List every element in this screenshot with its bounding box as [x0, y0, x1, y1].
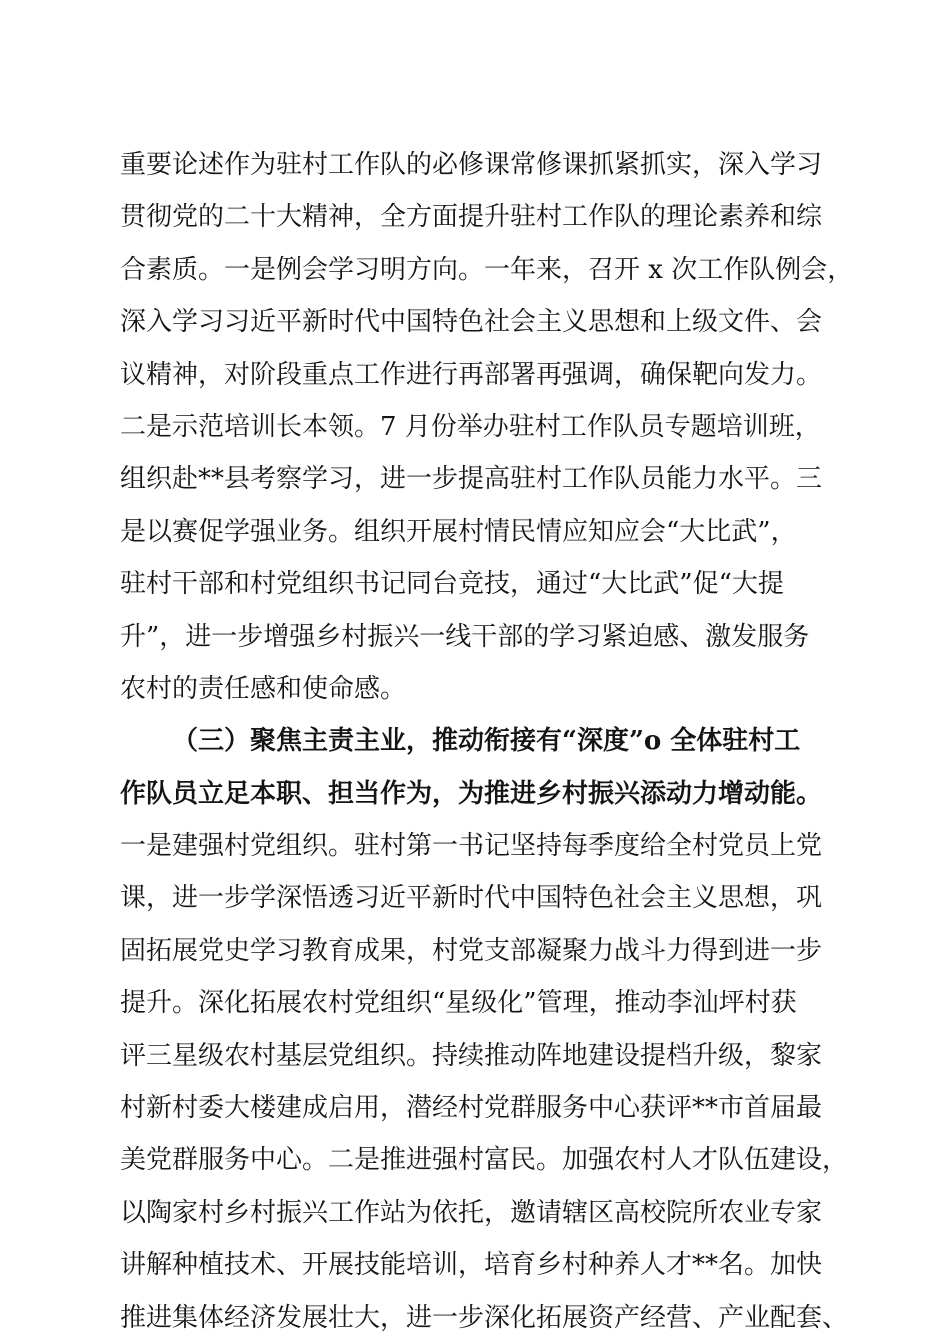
text-line-10: 升”，进一步增强乡村振兴一线干部的学习紧迫感、激发服务 — [120, 621, 810, 652]
text-line-1: 重要论述作为驻村工作队的必修课常修课抓紧抓实，深入学习 — [120, 150, 823, 180]
text-line-11: 农村的责任感和使命感。 — [120, 673, 407, 704]
text-line-14: 一是建强村党组织。驻村第一书记坚持每季度给全村党员上党 — [120, 831, 823, 862]
section-heading-line-2: 作队员立足本职、担当作为，为推进乡村振兴添动力增动能。 — [120, 778, 823, 809]
body-text — [120, 139, 860, 1344]
text-line-21: 以陶家村乡村振兴工作站为依托，邀请辖区高校院所农业专家 — [120, 1197, 823, 1228]
text-line-17: 提升。深化拓展农村党组织“星级化”管理，推动李汕坪村获 — [120, 988, 797, 1019]
text-line-9: 驻村干部和村党组织书记同台竞技，通过“大比武”促“大提 — [120, 569, 784, 600]
text-line-3: 合素质。一是例会学习明方向。一年来，召开 x 次工作队例会， — [120, 254, 854, 285]
text-line-15: 课，进一步学深悟透习近平新时代中国特色社会主义思想，巩 — [120, 883, 823, 914]
text-line-20: 美党群服务中心。二是推进强村富民。加强农村人才队伍建设， — [120, 1145, 849, 1176]
text-line-19: 村新村委大楼建成启用，潜经村党群服务中心获评**市首届最 — [120, 1093, 823, 1124]
text-line-4: 深入学习习近平新时代中国特色社会主义思想和上级文件、会 — [120, 307, 823, 338]
text-line-7: 组织赴**县考察学习，进一步提高驻村工作队员能力水平。三 — [120, 464, 823, 495]
section-heading-line-1: （三）聚焦主责主业，推动衔接有“深度”o 全体驻村工 — [172, 726, 801, 757]
text-line-16: 固拓展党史学习教育成果，村党支部凝聚力战斗力得到进一步 — [120, 935, 823, 966]
text-line-8: 是以赛促学强业务。组织开展村情民情应知应会“大比武”， — [120, 516, 797, 547]
text-line-6: 二是示范培训长本领。7 月份举办驻村工作队员专题培训班， — [120, 411, 821, 442]
text-line-22: 讲解种植技术、开展技能培训，培育乡村种养人才**名。加快 — [120, 1250, 823, 1281]
text-line-18: 评三星级农村基层党组织。持续推动阵地建设提档升级，黎家 — [120, 1040, 823, 1071]
text-line-5: 议精神，对阶段重点工作进行再部署再强调，确保靶向发力。 — [120, 359, 823, 390]
text-line-2: 贯彻党的二十大精神，全方面提升驻村工作队的理论素养和综 — [120, 202, 823, 233]
text-line-23: 推进集体经济发展壮大，进一步深化拓展资产经营、产业配套、 — [120, 1302, 849, 1333]
